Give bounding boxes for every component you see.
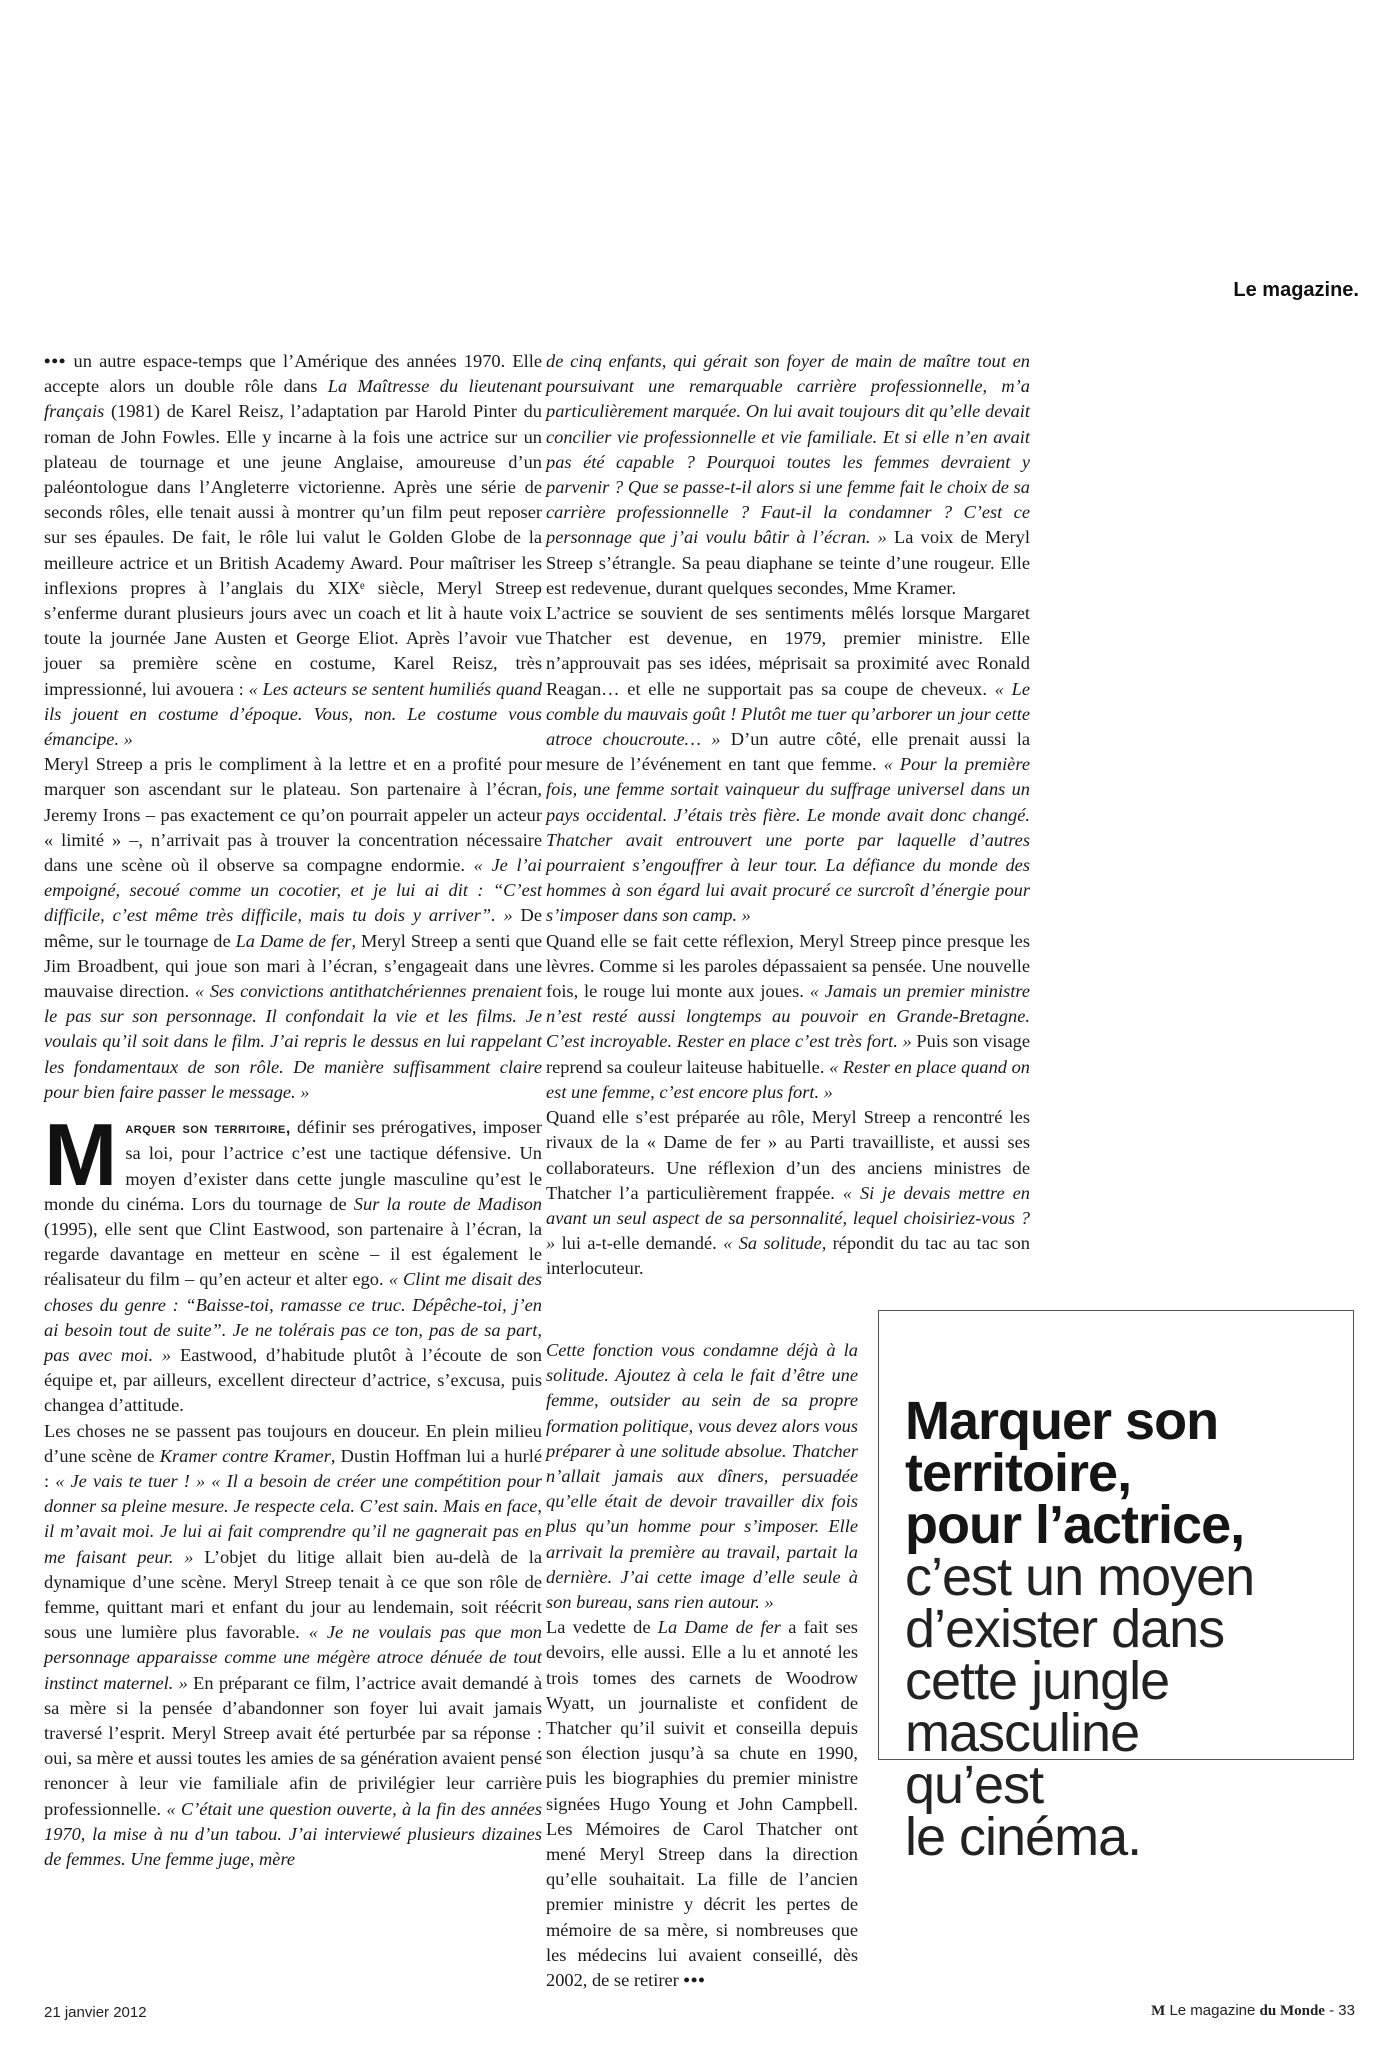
text: L’actrice se souvient de ses sentiments mêlés lorsque Margaret Thatcher est devenue, en 1979, premier ministre. Elle n’approuvait pas ses idées, méprisait sa proximité avec Ronald Reagan… et elle ne supportait pas sa coupe de cheveux. [546,603,1030,699]
text: lui a-t-elle demandé. [555,1233,724,1254]
film-title: Sur la route de Madison [353,1193,542,1214]
quote: « Si je devais mettre en avant un seul aspect de sa personnalité, lequel choisiriez-vous ? » [546,1182,1030,1254]
text: Puis son visage reprend sa couleur laiteuse habituelle. [546,1031,1030,1077]
text: En préparant ce film, l’actrice avait demandé à sa mère si la pensée d’abandonner son foyer lui avait jamais traversé l’esprit. Meryl Streep avait été perturbée par sa réponse : oui, sa mère et aussi toutes les amies de sa génération avaient pensé renoncer à leur vie familiale afin de privilégier leur carrière professionnelle. [44,1672,542,1819]
pull-quote-line: masculine [905,1703,1140,1763]
text: Eastwood, d’habitude plutôt à l’écoute de son équipe et, par ailleurs, excellent directeur d’actrice, s’excusa, puis changea d’attitude. [44,1344,542,1416]
film-title: Kramer contre Kramer [159,1445,331,1466]
pull-quote-line: Marquer son [905,1391,1219,1451]
text: Meryl Streep a pris le compliment à la lettre et en a profité pour marquer son ascendant sur le plateau. Son partenaire à l’écran, Jeremy Irons – pas exactement ce qu’on pourrait appeler un acteur « limité » –, n’arrivait pas à trouver la concentration nécessaire dans une scène où il observe sa compagne endormie. [44,754,542,876]
paragraph [44,1419,542,1873]
text: Quand elle se fait cette réflexion, Meryl Streep pince presque les lèvres. Comme si les paroles dépassaient sa pensée. Une nouvelle fois, le rouge lui monte aux joues. [546,930,1030,1002]
text: a fait ses devoirs, elle aussi. Elle a lu et annoté les trois tomes des carnets de Woodrow Wyatt, un journaliste et confident de Thatcher qu’il suivit et conseilla depuis son élection jusqu’à sa chute en 1990, puis les biographies du premier ministre signées Hugo Young et John Campbell. Les Mémoires de Carol Thatcher ont mené Meryl Streep dans la direction qu’elle souhaitait. La fille de l’ancien premier ministre y décrit les pertes de mémoire de sa mère, si nombreuses que les médecins lui avaient conseillé, dès 2002, de se retirer [546,1617,858,1991]
end-marker: ••• [683,1970,706,1991]
pull-quote-line: territoire, [905,1443,1132,1503]
quote: « C’était une question ouverte, à la fin des années 1970, la mise à nu d’un tabou. J’ai interviewé plusieurs dizaines de femmes. Une femme juge, mère [44,1798,542,1869]
paragraph [44,752,542,1105]
text: D’un autre côté, elle prenait aussi la mesure de l’événement en tant que femme. [546,729,1031,775]
paragraph [546,349,1030,601]
text: définir ses prérogatives, imposer sa loi, pour l’actrice c’est une tactique défensive. Un moyen d’exister dans cette jungle masculine qu’est le monde du cinéma. Lors du tournage de [44,1117,542,1214]
quote: « Le comble du mauvais goût ! Plutôt me tuer qu’arborer un jour cette atroce choucroute… » [546,678,1031,750]
text: XIXᵉ [327,577,365,598]
quote: « Sa solitude, [723,1233,833,1254]
pull-quote-line: pour l’actrice, [905,1495,1245,1555]
paragraph [44,349,542,752]
logo-letter: M [1151,2003,1166,2019]
text: un autre espace-temps que l’Amérique des années 1970. Elle accepte alors un double rôle dans [44,351,542,397]
paragraph [546,1338,858,1615]
magazine-name: Le magazine [1169,2002,1256,2019]
paragraph [44,1105,542,1418]
quote: « Ses convictions antithatchériennes prenaient le pas sur son personnage. Il confondait la vie et les films. Je voulais qu’il soit dans le film. J’ai repris le dessus en lui rappelant les fondamentaux de son rôle. De manière suffisamment claire pour bien faire passer le message. » [44,981,542,1102]
article-middle-column [546,349,1030,1282]
paragraph [546,1105,1030,1281]
quote: « Je ne voulais pas que mon personnage apparaisse comme une mégère atroce dénuée de tout instinct maternel. » [44,1622,542,1693]
text: La voix de Meryl Streep s’étrangle. Sa peau diaphane se teinte d’une rougeur. Elle est redevenue, durant quelques secondes, Mme Kramer. [546,527,1030,598]
pull-quote-line: c’est un moyen [905,1547,1255,1607]
film-title: La Dame de fer [657,1617,781,1638]
text: (1995), elle sent que Clint Eastwood, son partenaire à l’écran, la regarde davantage en metteur en scène – il est également le réalisateur du film – qu’en acteur et alter ego. [44,1218,542,1290]
text: siècle, Meryl Streep s’enferme durant plusieurs jours avec un coach et lit à haute voix toute la journée Jane Austen et George Eliot. Après l’avoir vue jouer sa première scène en costume, Karel Reisz, très impressionné, lui avouera : [44,577,542,699]
page-number: - 33 [1329,2002,1355,2019]
quote: « Pour la première fois, une femme sortait vainqueur du suffrage universel dans un pays occidental. J’étais très fière. Le monde avait donc changé. Thatcher avait entrouvert une porte par laquelle d’autres pourraient s’engouffrer à leur tour. La défiance du monde des hommes à son égard lui avait procuré ce surcroît d’énergie pour s’imposer dans son camp. » [546,754,1030,926]
quote: Cette fonction vous condamne déjà à la solitude. Ajoutez à cela le fait d’être une femme, outsider au sein de sa propre formation politique, vous devez alors vous préparer à une solitude absolue. Thatcher n’allait jamais aux dîners, persuadée qu’elle était de devoir travailler dix fois plus qu’un homme pour s’imposer. Elle arrivait la première au travail, partait la dernière. J’ai cette image d’elle seule à son bureau, sans rien autour. » [546,1340,858,1613]
section-label: Le magazine. [1233,279,1359,301]
article-narrow-column [546,1338,858,1993]
brand-name: du Monde [1259,2003,1325,2019]
quote: « Je vais te tuer ! » « Il a besoin de créer une compétition pour donner sa pleine mesure. Je respecte cela. C’est sain. Mais en face, il m’avait moi. Je lui ai fait comprendre qu’il ne gagnerait pas en me faisant peur. » [44,1470,542,1567]
text: Les choses ne se passent pas toujours en douceur. En plein milieu d’une scène de [44,1420,542,1466]
text: (1981) de Karel Reisz, l’adaptation par Harold Pinter du roman de John Fowles. Elle y incarne à la fois une actrice sur un plateau de tournage et une jeune Anglaise, amoureuse d’un paléontologue dans l’Angleterre victorienne. Après une série de seconds rôles, elle tenait aussi à montrer qu’un film peut reposer sur ses épaules. De fait, le rôle lui valut le Golden Globe de la meilleure actrice et un British Academy Award. Pour maîtriser les inflexions propres à l’anglais du [44,401,542,598]
pull-quote-box [878,1310,1354,1867]
text: , Dustin Hoffman lui a hurlé : [44,1445,542,1491]
paragraph [546,601,1030,929]
pull-quote-line: d’exister dans [905,1599,1225,1659]
quote: « Clint me disait des choses du genre : “Baisse-toi, ramasse ce truc. Dépêche-toi, j’en ai besoin tout de suite”. Je ne tolérais pas ce ton, pas de sa part, pas avec moi. » [44,1269,542,1365]
pull-quote-light [905,1547,1353,1867]
footer-date: 21 janvier 2012 [44,2004,147,2021]
film-title: La Dame de fer [235,930,352,951]
film-title: La Maîtresse du lieutenant français [44,376,542,422]
text: L’objet du litige allait bien au-delà de la dynamique d’une scène. Meryl Streep tenait à ce que son rôle de femme, quittant mari et enfant du jour au lendemain, soit réécrit sous une lumière plus favorable. [44,1546,542,1643]
paragraph [546,929,1030,1105]
pull-quote-line: le cinéma. [905,1807,1142,1867]
text: La vedette de [546,1617,658,1638]
quote: « Jamais un premier ministre n’est resté aussi longtemps au pouvoir en Grande-Bretagne. C’est incroyable. Rester en place c’est très fort. » [546,981,1030,1052]
pull-quote-line: qu’est [905,1755,1044,1815]
footer-folio [1151,2002,1355,2020]
drop-cap: M [44,1105,118,1205]
quote: « Rester en place quand on est une femme, c’est encore plus fort. » [546,1056,1030,1102]
article-left-column [44,349,542,1872]
pull-quote-bold [905,1391,1353,1555]
pull-quote-line: cette jungle [905,1651,1170,1711]
text: répondit du tac au tac son interlocuteur. [546,1233,1030,1279]
quote: de cinq enfants, qui gérait son foyer de main de maître tout en poursuivant une remarquable carrière professionnelle, m’a particulièrement marquée. On lui avait toujours dit qu’elle devait concilier vie professionnelle et vie familiale. Et si elle n’en avait pas été capable ? Pourquoi toutes les femmes devraient y parvenir ? Que se passe-t-il alors si une femme fait le choix de sa carrière professionnelle ? Faut-il la condamner ? C’est ce personnage que j’ai voulu bâtir à l’écran. » [546,351,1030,548]
text: Quand elle s’est préparée au rôle, Meryl Streep a rencontré les rivaux de la « Dame de fer » au Parti travailliste, et aussi ses collaborateurs. Une réflexion d’un des anciens ministres de Thatcher l’a particulièrement frappée. [546,1107,1030,1203]
paragraph [546,1615,858,1993]
text: , Meryl Streep a senti que Jim Broadbent, qui joue son mari à l’écran, s’engageait dans une mauvaise direction. [44,930,543,1002]
text: De même, sur le tournage de [44,905,542,951]
quote: « Je l’ai empoigné, secoué comme un cocotier, et je lui ai dit : “C’est difficile, c’est même très difficile, mais tu dois y arriver”. » [44,855,542,926]
quote: « Les acteurs se sentent humiliés quand ils jouent en costume d’époque. Vous, non. Le costume vous émancipe. » [44,678,542,750]
subhead: arquer son territoire, [125,1120,291,1138]
continuation-marker: ••• [44,351,67,371]
